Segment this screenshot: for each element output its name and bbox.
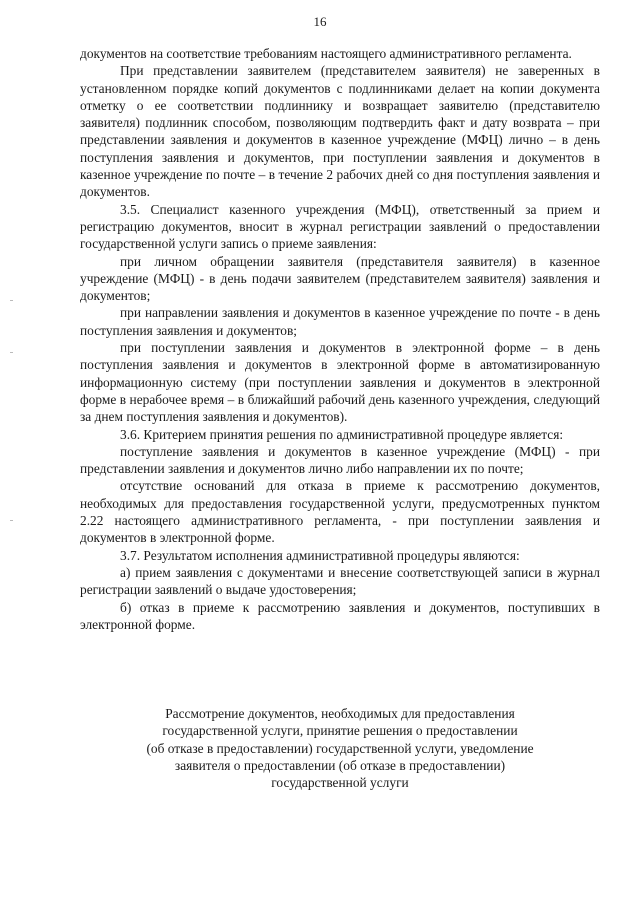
margin-mark	[10, 520, 13, 521]
heading-line: заявителя о предоставлении (об отказе в предоставлении)	[174, 757, 506, 773]
paragraph-3-5: 3.5. Специалист казенного учреждения (МФЦ), ответственный за прием и регистрацию документов, вносит в журнал регистрации заявлений о предоставлении государственной услуги запись о приеме заявления:	[80, 201, 600, 252]
margin-mark	[10, 300, 13, 301]
paragraph-personal-visit: при личном обращении заявителя (представителя заявителя) в казенное учреждение (МФЦ) - в день подачи заявителем (представителем заявителя) заявления и документов;	[80, 253, 600, 304]
paragraph-3-6: 3.6. Критерием принятия решения по административной процедуре является:	[120, 426, 564, 442]
section-heading	[80, 705, 600, 791]
document-body	[80, 45, 600, 633]
paragraph-3-7: 3.7. Результатом исполнения административной процедуры являются:	[120, 547, 520, 563]
heading-line: государственной услуги, принятие решения о предоставлении	[162, 723, 518, 739]
heading-line: государственной услуги	[271, 775, 409, 791]
paragraph-by-mail: при направлении заявления и документов в казенное учреждение по почте - в день поступления заявления и документов;	[80, 305, 600, 338]
paragraph-electronic: при поступлении заявления и документов в электронной форме – в день поступления заявления и документов в электронной форме в автоматизированную информационную систему (при поступлении заявления и документов в электронной форме в нерабочее время – в ближайший рабочий день казенного учреждения, следующий за днем поступления заявления и документов).	[80, 340, 600, 425]
margin-mark	[10, 352, 13, 353]
page-number: 16	[313, 14, 327, 29]
paragraph-result-a: а) прием заявления с документами и внесение соответствующей записи в журнал регистрации заявлений о выдаче удостоверения;	[80, 564, 600, 598]
paragraph-result-b: б) отказ в приеме к рассмотрению заявления и документов, поступивших в электронной форме.	[80, 599, 600, 632]
paragraph-criterion-receipt: поступление заявления и документов в казенное учреждение (МФЦ) - при представлении заявления и документов лично либо направлении их по почте;	[80, 443, 600, 477]
paragraph-copies-verification: При представлении заявителем (представителем заявителя) не заверенных в установленном порядке копий документов с подлинниками делает на копии документа отметку о ее соответствии подлиннику и возвращает заявителю (представителю заявителя) подлинник способом, позволяющим подтвердить факт и дату возврата – при представлении заявления и документов в казенное учреждение (МФЦ) лично – в день поступления заявления и документов, при поступлении заявления и документов в казенное учреждение по почте – в течение 2 рабочих дней со дня поступления заявления и документов.	[80, 63, 600, 200]
paragraph-continuation: документов на соответствие требованиям настоящего административного регламента.	[80, 46, 572, 61]
heading-line: Рассмотрение документов, необходимых для предоставления	[165, 706, 515, 721]
heading-line: (об отказе в предоставлении) государственной услуги, уведомление	[146, 740, 534, 756]
paragraph-criterion-no-refusal: отсутствие оснований для отказа в приеме к рассмотрению документов, необходимых для предоставления государственной услуги, предусмотренных пунктом 2.22 настоящего административного регламента, - при поступлении заявления и документов в электронной форме.	[80, 478, 600, 546]
